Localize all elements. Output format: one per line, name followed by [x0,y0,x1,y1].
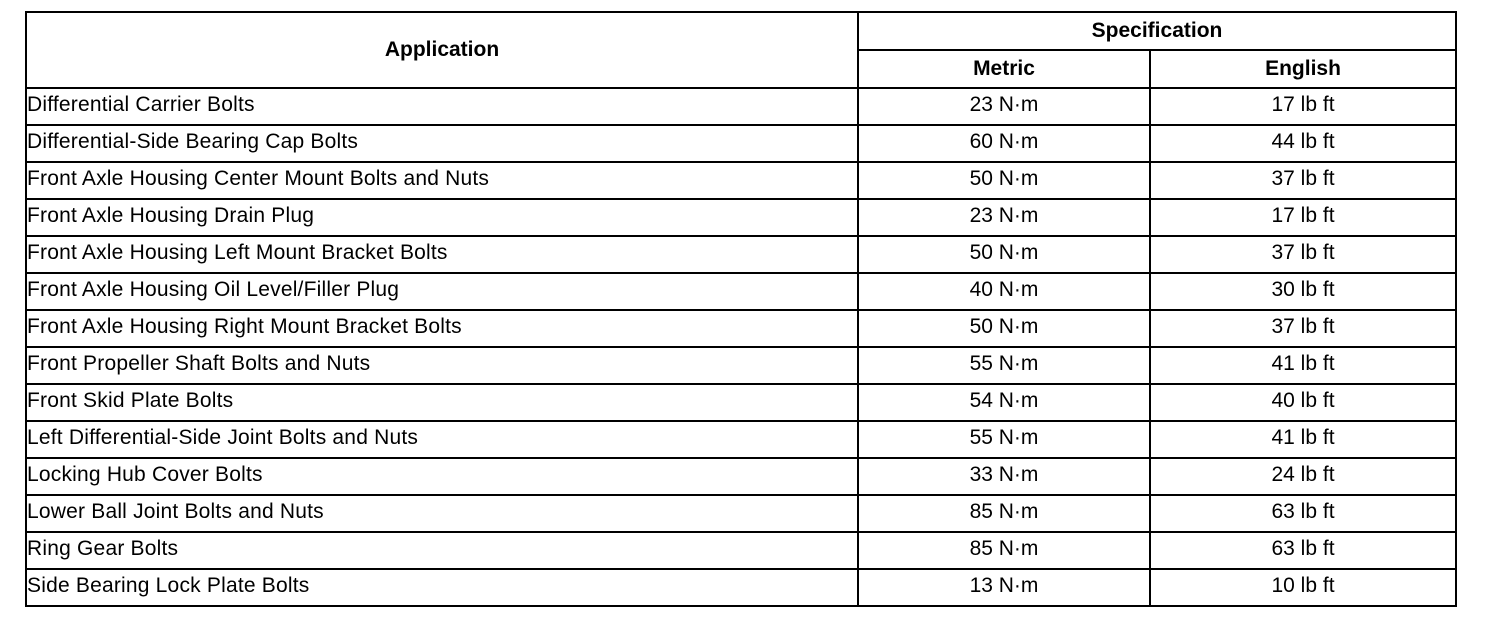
application-cell: Locking Hub Cover Bolts [26,458,858,495]
english-cell: 24 lb ft [1150,458,1456,495]
metric-cell: 55 N·m [858,347,1150,384]
table-row [26,421,1456,458]
application-cell: Ring Gear Bolts [26,532,858,569]
table-row [26,162,1456,199]
application-cell: Lower Ball Joint Bolts and Nuts [26,495,858,532]
application-cell: Differential-Side Bearing Cap Bolts [26,125,858,162]
application-cell: Front Propeller Shaft Bolts and Nuts [26,347,858,384]
application-cell: Differential Carrier Bolts [26,88,858,125]
english-cell: 44 lb ft [1150,125,1456,162]
english-cell: 40 lb ft [1150,384,1456,421]
application-cell: Side Bearing Lock Plate Bolts [26,569,858,606]
english-cell: 41 lb ft [1150,421,1456,458]
specification-header: Specification [858,12,1456,50]
application-cell: Front Axle Housing Left Mount Bracket Bolts [26,236,858,273]
metric-header: Metric [858,50,1150,88]
application-header: Application [26,12,858,88]
english-cell: 63 lb ft [1150,532,1456,569]
table-row [26,495,1456,532]
metric-cell: 40 N·m [858,273,1150,310]
english-cell: 10 lb ft [1150,569,1456,606]
english-cell: 37 lb ft [1150,310,1456,347]
application-cell: Front Axle Housing Right Mount Bracket Bolts [26,310,858,347]
english-cell: 37 lb ft [1150,162,1456,199]
table-row [26,236,1456,273]
english-cell: 30 lb ft [1150,273,1456,310]
table-row [26,125,1456,162]
table-row [26,199,1456,236]
metric-cell: 23 N·m [858,199,1150,236]
metric-cell: 85 N·m [858,532,1150,569]
metric-cell: 50 N·m [858,162,1150,199]
table-row [26,273,1456,310]
metric-cell: 55 N·m [858,421,1150,458]
application-cell: Left Differential-Side Joint Bolts and Nuts [26,421,858,458]
table-row [26,310,1456,347]
metric-cell: 13 N·m [858,569,1150,606]
application-cell: Front Axle Housing Drain Plug [26,199,858,236]
metric-cell: 50 N·m [858,310,1150,347]
metric-cell: 54 N·m [858,384,1150,421]
english-header: English [1150,50,1456,88]
english-cell: 37 lb ft [1150,236,1456,273]
table-row [26,347,1456,384]
metric-cell: 50 N·m [858,236,1150,273]
table-row [26,88,1456,125]
english-cell: 17 lb ft [1150,199,1456,236]
table-row [26,384,1456,421]
application-cell: Front Axle Housing Oil Level/Filler Plug [26,273,858,310]
table-row [26,458,1456,495]
table-row [26,532,1456,569]
metric-cell: 85 N·m [858,495,1150,532]
torque-spec-table [25,11,1457,607]
english-cell: 17 lb ft [1150,88,1456,125]
english-cell: 41 lb ft [1150,347,1456,384]
metric-cell: 33 N·m [858,458,1150,495]
header-row-top [26,12,1456,50]
metric-cell: 60 N·m [858,125,1150,162]
application-cell: Front Axle Housing Center Mount Bolts and Nuts [26,162,858,199]
english-cell: 63 lb ft [1150,495,1456,532]
table-row [26,569,1456,606]
metric-cell: 23 N·m [858,88,1150,125]
application-cell: Front Skid Plate Bolts [26,384,858,421]
